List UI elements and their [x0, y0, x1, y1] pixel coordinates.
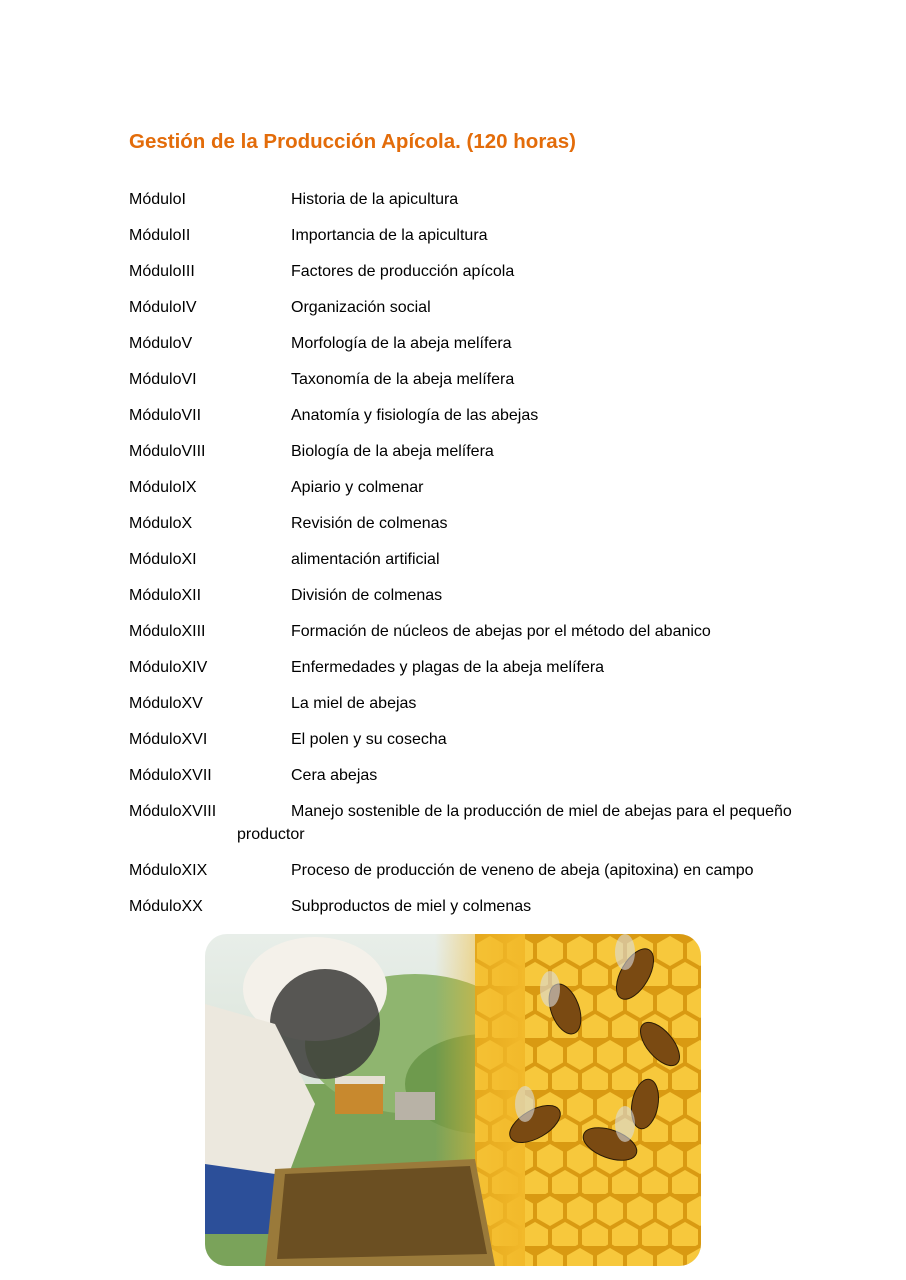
- module-label: MóduloXVI: [129, 731, 208, 748]
- module-row: [129, 800, 849, 859]
- module-title: Factores de producción apícola: [291, 263, 515, 280]
- module-label: MóduloVI: [129, 371, 197, 388]
- module-label: MóduloVII: [129, 407, 202, 424]
- module-title: Importancia de la apicultura: [291, 227, 488, 244]
- module-title: Subproductos de miel y colmenas: [291, 898, 532, 915]
- module-title: Taxonomía de la abeja melífera: [291, 371, 515, 388]
- beekeeper-honeycomb-photo: [205, 934, 701, 1266]
- module-row: [129, 584, 849, 620]
- module-row: [129, 512, 849, 548]
- module-row: [129, 224, 849, 260]
- module-title: Biología de la abeja melífera: [291, 443, 494, 460]
- module-row: [129, 368, 849, 404]
- module-title: Cera abejas: [291, 767, 378, 784]
- module-row: [129, 692, 849, 728]
- module-label: MóduloI: [129, 191, 186, 208]
- module-row: [129, 895, 849, 931]
- module-title: Morfología de la abeja melífera: [291, 335, 512, 352]
- module-title: Manejo sostenible de la producción de miel de abejas para el pequeño: [291, 803, 792, 820]
- module-list: [129, 188, 849, 931]
- module-title: El polen y su cosecha: [291, 731, 447, 748]
- module-label: MóduloXII: [129, 587, 202, 604]
- module-label: MóduloXIII: [129, 623, 206, 640]
- module-label: MóduloXIV: [129, 659, 208, 676]
- module-title: Enfermedades y plagas de la abeja melífera: [291, 659, 605, 676]
- page-title: Gestión de la Producción Apícola. (120 horas): [129, 130, 576, 153]
- module-label: MóduloII: [129, 227, 191, 244]
- module-row: [129, 404, 849, 440]
- module-row: [129, 548, 849, 584]
- module-row: [129, 620, 849, 656]
- module-title: Organización social: [291, 299, 431, 316]
- module-row: [129, 859, 849, 895]
- module-title: La miel de abejas: [291, 695, 417, 712]
- module-title: Proceso de producción de veneno de abeja (apitoxina) en campo: [291, 862, 754, 879]
- module-title-continuation: productor: [237, 826, 305, 843]
- module-row: [129, 296, 849, 332]
- module-title: Historia de la apicultura: [291, 191, 459, 208]
- module-label: MóduloIII: [129, 263, 195, 280]
- module-label: MóduloIV: [129, 299, 197, 316]
- module-label: MóduloVIII: [129, 443, 206, 460]
- module-row: [129, 440, 849, 476]
- module-label: MóduloXX: [129, 898, 203, 915]
- module-title: División de colmenas: [291, 587, 443, 604]
- module-label: MóduloV: [129, 335, 193, 352]
- module-label: MóduloX: [129, 515, 193, 532]
- module-label: MóduloXVIII: [129, 803, 217, 820]
- module-row: [129, 332, 849, 368]
- module-row: [129, 260, 849, 296]
- module-label: MóduloXVII: [129, 767, 212, 784]
- module-row: [129, 656, 849, 692]
- module-title: Anatomía y fisiología de las abejas: [291, 407, 539, 424]
- module-row: [129, 188, 849, 224]
- module-row: [129, 728, 849, 764]
- module-title: Apiario y colmenar: [291, 479, 424, 496]
- module-title: alimentación artificial: [291, 551, 440, 568]
- module-label: MóduloXIX: [129, 862, 208, 879]
- module-title: Formación de núcleos de abejas por el método del abanico: [291, 623, 711, 640]
- module-label: MóduloIX: [129, 479, 197, 496]
- module-label: MóduloXI: [129, 551, 197, 568]
- module-row: [129, 764, 849, 800]
- module-row: [129, 476, 849, 512]
- module-label: MóduloXV: [129, 695, 203, 712]
- module-title: Revisión de colmenas: [291, 515, 448, 532]
